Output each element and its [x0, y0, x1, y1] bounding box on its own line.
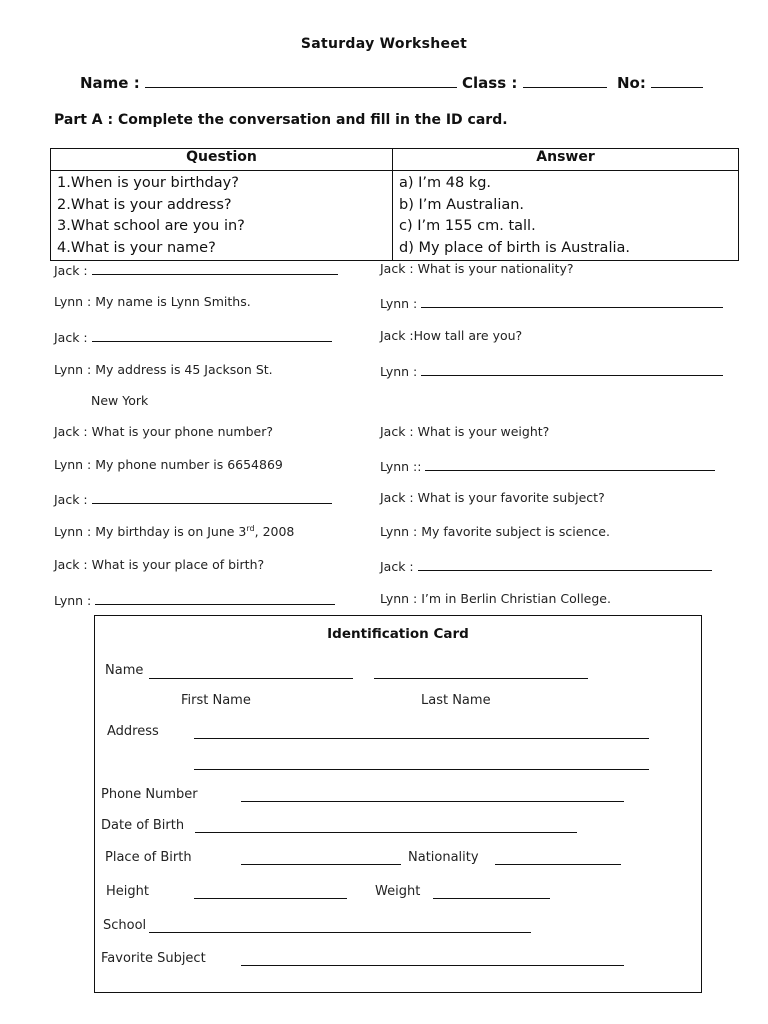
first-name-blank[interactable]	[149, 678, 353, 679]
conversation-line	[380, 490, 605, 505]
speaker: Jack :	[380, 261, 414, 276]
no-field-row	[617, 73, 703, 92]
question-item: 1.When is your birthday?	[57, 175, 239, 191]
conversation-line	[380, 557, 712, 574]
conversation-line	[380, 524, 610, 539]
school-blank[interactable]	[149, 932, 531, 933]
line-text: What is your favorite subject?	[417, 490, 605, 505]
conversation-line	[54, 424, 273, 439]
answer-blank[interactable]	[92, 261, 338, 275]
speaker: Lynn :	[54, 457, 92, 472]
id-phone-label: Phone Number	[101, 787, 198, 802]
answer-item: b) I’m Australian.	[399, 196, 525, 213]
name-label: Name :	[80, 74, 140, 92]
conversation-line	[54, 490, 332, 507]
last-name-caption: Last Name	[421, 693, 491, 708]
subject-blank[interactable]	[241, 965, 624, 966]
speaker: Lynn :	[54, 294, 92, 309]
speaker: Jack :	[380, 328, 414, 343]
conversation-line	[380, 328, 522, 343]
line-text: My favorite subject is science.	[421, 524, 610, 539]
dob-blank[interactable]	[195, 832, 577, 833]
id-dob-label: Date of Birth	[101, 818, 185, 833]
speaker: Jack :	[54, 330, 88, 345]
id-name-label: Name	[105, 663, 144, 678]
part-a-instruction: Part A : Complete the conversation and fill in the ID card.	[54, 112, 508, 128]
answers-cell	[393, 171, 739, 261]
question-item: 2.What is your address?	[57, 196, 232, 213]
conversation-line	[54, 557, 264, 572]
phone-blank[interactable]	[241, 801, 624, 802]
conversation-line-continued	[91, 393, 148, 408]
conversation-line	[54, 524, 294, 539]
class-blank[interactable]	[523, 73, 607, 88]
class-field-row	[462, 73, 607, 92]
answer-blank[interactable]	[95, 591, 335, 605]
id-height-label: Height	[106, 884, 149, 899]
speaker: Jack :	[380, 424, 414, 439]
speaker: Jack :	[380, 559, 414, 574]
conversation-line	[54, 591, 335, 608]
line-text: What is your nationality?	[417, 261, 574, 276]
id-school-label: School	[103, 918, 147, 933]
id-address-label: Address	[107, 724, 159, 739]
answer-item: a) I’m 48 kg.	[399, 175, 492, 191]
conversation-line	[380, 261, 574, 276]
line-text: My birthday is on June 3	[95, 524, 247, 540]
speaker: Jack :	[54, 557, 88, 572]
speaker: Jack :	[54, 492, 88, 507]
identification-card	[94, 615, 702, 993]
conversation-line	[54, 261, 338, 278]
answer-item: c) I’m 155 cm. tall.	[399, 218, 536, 234]
conversation-line	[380, 362, 723, 379]
answer-header: Answer	[393, 149, 739, 171]
conversation-line	[54, 328, 332, 345]
line-text: My phone number is 6654869	[95, 457, 283, 472]
speaker: Jack :	[54, 263, 88, 278]
id-card-title: Identification Card	[327, 626, 469, 642]
speaker: Lynn :	[380, 364, 418, 379]
no-blank[interactable]	[651, 73, 703, 88]
id-pob-label: Place of Birth	[105, 850, 192, 865]
question-blank[interactable]	[92, 490, 332, 504]
class-label: Class :	[462, 74, 518, 92]
question-item: 4.What is your name?	[57, 239, 216, 256]
id-nationality-label: Nationality	[408, 850, 479, 865]
no-label: No:	[617, 74, 646, 92]
question-answer-table	[50, 148, 739, 261]
worksheet-title: Saturday Worksheet	[300, 36, 468, 52]
pob-blank[interactable]	[241, 864, 401, 865]
question-item: 3.What school are you in?	[57, 218, 245, 234]
last-name-blank[interactable]	[374, 678, 588, 679]
questions-cell	[51, 171, 393, 261]
conversation-line	[380, 457, 715, 474]
line-text: My name is Lynn Smiths.	[95, 294, 251, 309]
speaker: Jack :	[54, 424, 88, 439]
line-text: How tall are you?	[413, 328, 523, 343]
speaker: Lynn ::	[380, 459, 422, 474]
speaker: Lynn :	[54, 524, 92, 540]
question-header: Question	[51, 149, 393, 171]
id-subject-label: Favorite Subject	[101, 951, 206, 966]
conversation-line	[380, 294, 723, 311]
speaker: Lynn :	[380, 591, 418, 606]
height-blank[interactable]	[194, 898, 347, 899]
line-text: My address is 45 Jackson St.	[95, 362, 273, 377]
question-blank[interactable]	[92, 328, 332, 342]
address-blank-line-2[interactable]	[194, 769, 649, 770]
line-text: What is your place of birth?	[91, 557, 265, 572]
answer-blank[interactable]	[421, 362, 723, 376]
speaker: Lynn :	[54, 593, 92, 608]
address-blank-line-1[interactable]	[194, 738, 649, 739]
line-text: What is your weight?	[417, 424, 550, 439]
speaker: Jack :	[380, 490, 414, 505]
name-blank[interactable]	[145, 73, 457, 88]
question-blank[interactable]	[418, 557, 712, 571]
answer-item: d) My place of birth is Australia.	[399, 239, 630, 256]
weight-blank[interactable]	[433, 898, 550, 899]
ordinal-suffix: rd	[246, 524, 255, 533]
answer-blank[interactable]	[425, 457, 715, 471]
nationality-blank[interactable]	[495, 864, 621, 865]
speaker: Lynn :	[380, 524, 418, 539]
speaker: Lynn :	[54, 362, 92, 377]
conversation-line	[54, 294, 251, 309]
line-text-after: , 2008	[254, 524, 295, 540]
conversation-line	[380, 424, 549, 439]
name-field-row	[80, 73, 457, 92]
conversation-line	[380, 591, 611, 606]
speaker: Lynn :	[380, 296, 418, 311]
line-text: I’m in Berlin Christian College.	[421, 591, 611, 606]
conversation-line	[54, 457, 283, 472]
first-name-caption: First Name	[181, 693, 251, 708]
conversation-line	[54, 362, 273, 377]
id-weight-label: Weight	[375, 884, 421, 899]
answer-blank[interactable]	[421, 294, 723, 308]
line-text: What is your phone number?	[91, 424, 274, 439]
line-text: New York	[91, 393, 149, 408]
